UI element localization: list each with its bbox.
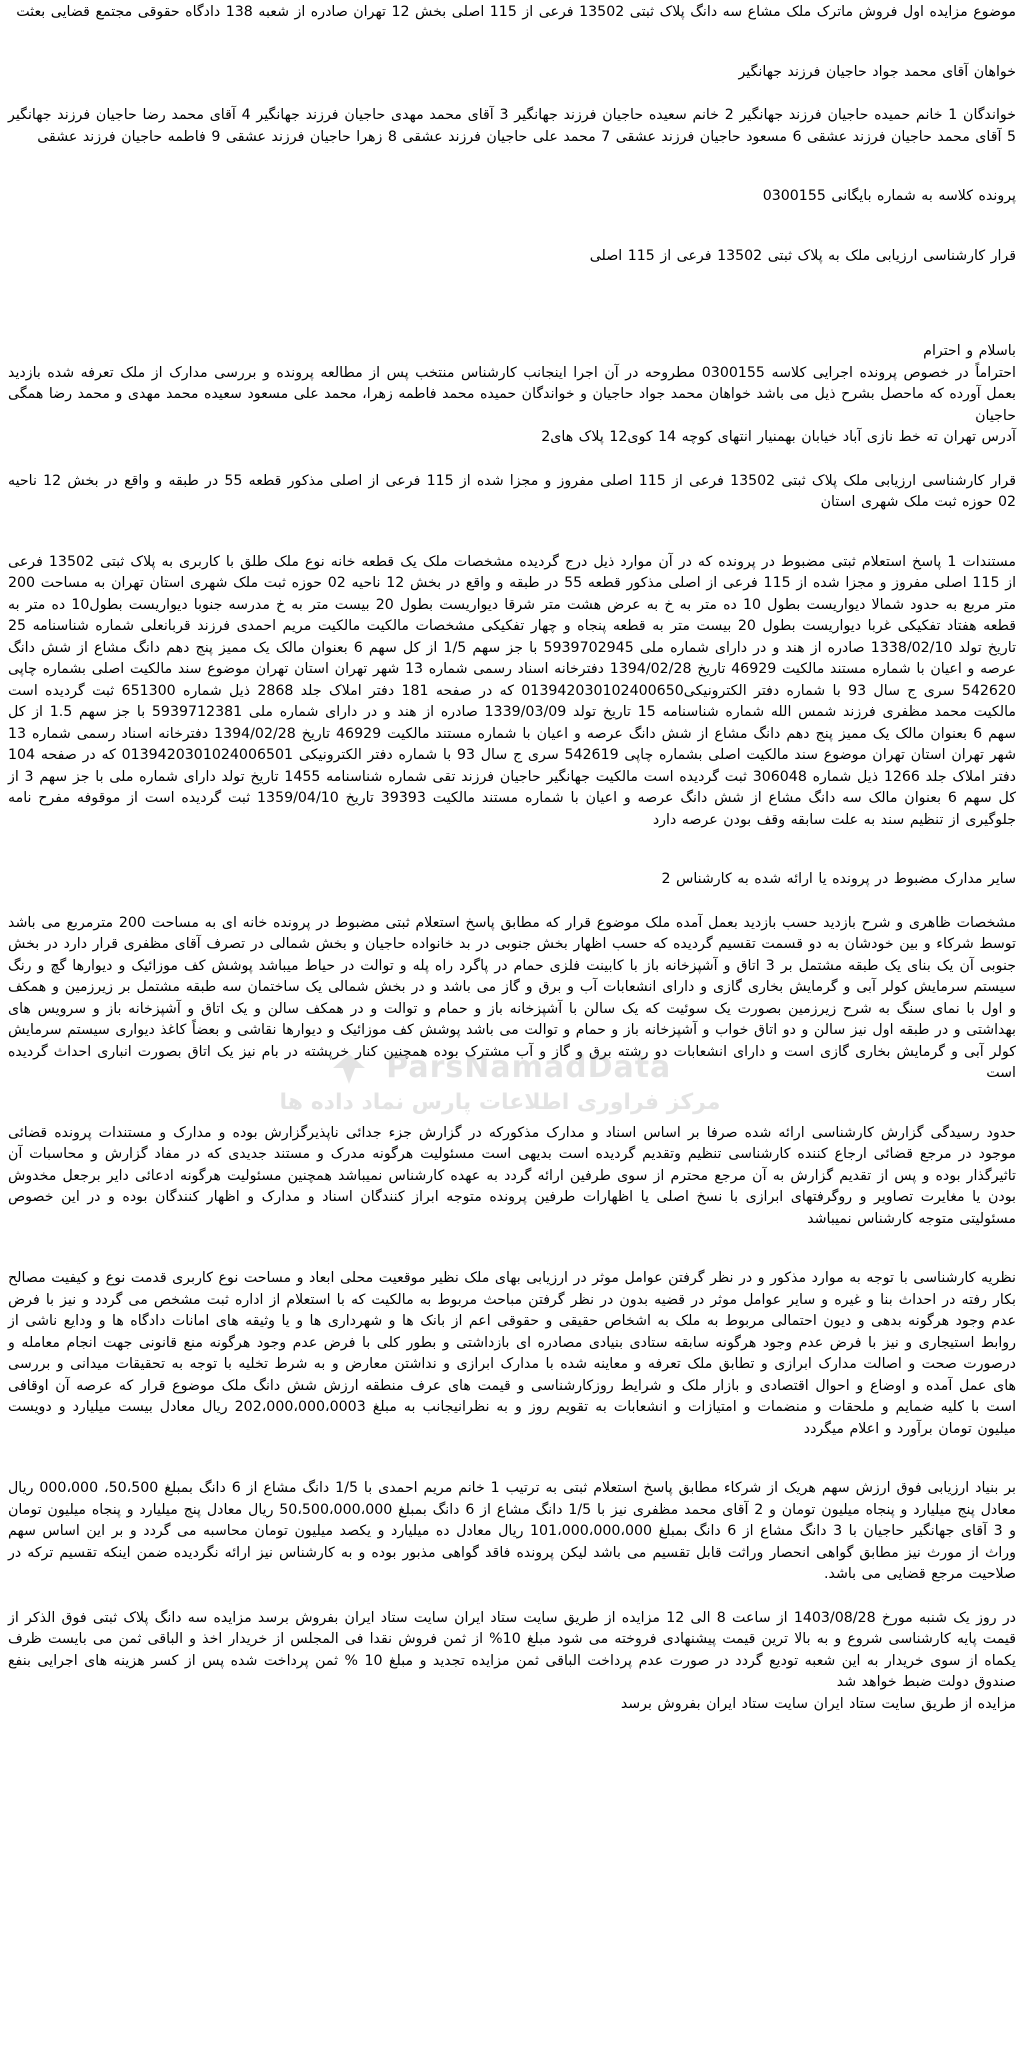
greeting: باسلام و احترام (923, 343, 1016, 359)
notice-subject: موضوع مزایده اول فروش ماترک ملک مشاع سه دانگ پلاک ثبتی 13502 فرعی از 115 اصلی بخش 12 تهران صادره از شعبه 138 دادگاه حقوقی مجتمع قضایی بعثت (16, 4, 1016, 20)
plaintiff-line: خواهان آقای محمد جواد حاجیان فرزند جهانگیر (738, 63, 1016, 80)
other-documents-line: سایر مدارک مضبوط در پرونده یا ارائه شده به کارشناس 2 (661, 871, 1016, 887)
shares-paragraph: بر بنیاد ارزیابی فوق ارزش سهم هریک از شرکاء مطابق پاسخ استعلام ثبتی به ترتیب 1 خانم مریم احمدی با 1/5 دانگ مشاع از 6 دانگ بمبلغ 50،500، 000،000 ریال معادل پنج میلیارد و پنجاه میلیون تومان و 2 آقای محمد مظفری نیز با 1/5 دانگ مشاع از 6 دانگ بمبلغ 50،500،000،000 ریال معادل پنج میلیارد و پنجاه میلیون تومان و 3 آقای جهانگیر حاجیان با 3 دانگ مشاع از 6 دانگ بمبلغ 101،000،000،000 ریال معادل ده میلیارد و یکصد میلیون تومان محاسبه می گردد و بر این اساس سهم وراث از مورث نیز مطابق گواهی انحصار وراثت قابل تقسیم می باشد لیکن پرونده فاقد گواهی مذبور بوده و به کارشناس نیز ارائه نگردیده ضمن اینکه تقسیم ترکه در صلاحیت مرجع قضایی می باشد. (8, 1480, 1016, 1582)
watermark-tagline: مرکز فراوری اطلاعات پارس نماد داده ها (279, 1089, 721, 1115)
intro-paragraph: احتراماً در خصوص پرونده اجرایی کلاسه 0300155 مطروحه در آن اجرا اینجانب کارشناس منتخب پس از مطالعه پرونده و بررسی مدارک از ملک تعرفه شده بازدید بعمل آورده که ماحصل بشرح ذیل می باشد خواهان محمد جواد حاجیان و خواندگان حمیده محمد فاطمه زهرا، محمد علی مسعود سعیده محمد مهدی و محمد رضا همگی حاجیان (8, 364, 1017, 424)
footer-line: مزایده از طریق سایت ستاد ایران سایت ستاد ایران بفروش برسد (620, 1695, 1016, 1712)
limits-paragraph: حدود رسیدگی گزارش کارشناسی ارائه شده صرفا بر اساس اسناد و مدارک مذکورکه در گزارش جزء جدائی ناپذیرگزارش بوده و مدارک و مستندات پرونده قضائی موجود در مرجع قضائی ارجاع کننده کارشناسی تنظیم وتقدیم گردیده است بدیهی است مسئولیت هرگونه مدرک و مستند جدیدی که در مفاد گزارش و محاسبات آن تاثیرگذار بوده و پس از تقدیم گزارش به آن مرجع محترم از سوی طرفین ارائه گردد به عهده کارشناس نمیباشد همچنین مسئولیت هرگونه ادعائی دایر برجعل مخدوش بودن یا مغایرت تصاویر و روگرفتهای ابرازی با نسخ اصلی یا اظهارات طرفین پرونده متوجه ابراز کنندگان اسناد و مدارک و اظهار کنندگان بوده و در این خصوص مسئولیتی متوجه کارشناس نمیباشد (8, 1124, 1016, 1227)
file-number: پرونده کلاسه به شماره بایگانی 0300155 (762, 188, 1016, 204)
auction-terms-paragraph: در روز یک شنبه مورخ 1403/08/28 از ساعت 8 الی 12 مزایده از طریق سایت ستاد ایران سایت ستاد ایران بفروش برسد مزایده سه دانگ پلاک ثبتی فوق الذکر از قیمت پایه کارشناسی شروع و به بالا ترین قیمت پیشنهادی فروخته می شود مبلغ 10% از ثمن فروش نقدا فی المجلس از خریدار اخذ و الباقی ثمن می بایست ظرف یکماه از سوی خریدار به این شعبه تودیع گردد در صورت عدم پرداخت الباقی ثمن مزایده تجدید و مبلغ 10 % ثمن پرداخت شده پس از کسر هزینه های اجرایی بنفع صندوق دولت ضبط خواهد شد (8, 1609, 1017, 1690)
watermark-brand: ParsNamadData (386, 1050, 672, 1085)
documents-paragraph: مستندات 1 پاسخ استعلام ثبتی مضبوط در پرونده که در آن موارد ذیل درج گردیده مشخصات ملک یک قطعه خانه نوع ملک طلق با کاربری به پلاک ثبتی 13502 فرعی از 115 اصلی مفروز و مجزا شده از 115 فرعی از اصلی مذکور قطعه 55 در طبقه و واقع در بخش 12 ناحیه 02 حوزه ثبت ملک شهری استان تهران به مساحت 200 متر مربع به حدود شمالا دیواریست بطول 10 ده متر به خ به عرض هشت متر شرقا دیواریست بطول 20 بیست متر به خ مدرسه جنوبا دیواریست بطول10 ده متر به قطعه هفتاد تفکیکی غربا دیواریست بطول 20 بیست متر به قطعه پنجاه و چهار تفکیکی مشخصات مالکیت مالکیت مریم احمدی فرزند قربانعلی شماره شناسنامه 25 تاریخ تولد 1338/02/10 صادره از هند و در دارای شماره ملی 5939702945 با جز سهم 1/5 از کل سهم 6 بعنوان مالک یک ممیز پنج دهم دانگ مشاع از شش دانگ عرصه و اعیان با شماره مستند مالکیت 46929 تاریخ 1394/02/28 دفترخانه اسناد رسمی شماره 13 شهر تهران استان تهران موضوع سند مالکیت اصلی بشماره چاپی 542620 سری ج سال 93 با شماره دفتر الکترونیکی013942030102400650 که در صفحه 181 دفتر املاک جلد 2868 ذیل شماره 651300 ثبت گردیده است مالکیت محمد مظفری فرزند شمس الله شماره شناسنامه 15 تاریخ تولد 1339/03/09 صادره از هند و در دارای شماره ملی 5939712381 با جز سهم 1.5 از کل سهم 6 بعنوان مالک یک ممیز پنج دهم دانگ مشاع از شش دانگ عرصه و اعیان با شماره مستند مالکیت 46929 تاریخ 1394/02/28 دفترخانه اسناد رسمی شماره 13 شهر تهران استان تهران موضوع سند مالکیت اصلی بشماره چاپی 542619 سری ج سال 93 با شماره دفتر الکترونیکی 0139420301024006501 که در صفحه 104 دفتر املاک جلد 1266 ذیل شماره 306048 ثبت گردیده است مالکیت جهانگیر حاجیان فرزند تقی شماره شناسنامه 1455 تاریخ تولد دارای شماره ملی با جز سهم 3 از کل سهم 6 بعنوان مالک سه دانگ مشاع از شش دانگ عرصه و اعیان با شماره مستند مالکیت 39393 تاریخ 1359/04/10 ثبت گردیده است از موقوفه مفرح نامه جلوگیری از تنظیم سند به علت سابقه وقف بودن عرصه دارد (8, 553, 1017, 828)
property-address: آدرس تهران ته خط نازی آباد خیابان بهمنیار انتهای کوچه 14 کوی12 پلاک های2 (541, 429, 1016, 445)
inspection-paragraph: مشخصات ظاهری و شرح بازدید حسب بازدید بعمل آمده ملک موضوع قرار که مطابق پاسخ استعلام ثبتی مضبوط در پرونده خانه ای به مساحت 200 مترمربع می باشد توسط شرکاء و بین خودشان به دو قسمت تقسیم گردیده که حسب اظهار بخش جنوبی در بد خانواده حاجیان و بخش شمالی در تصرف آقای مظفری قرار دارد در بخش جنوبی آن یک بنای یک طبقه مشتمل بر 3 اتاق و آشپزخانه باز با کابینت فلزی حمام در پاگرد راه پله و توالت در حیاط میباشد پوشش کف موزائیک و دیوارها گچ و رنگ سیستم سرمایش کولر آبی و گرمایش بخاری گازی و دارای انشعابات آب و برق و گاز می باشد و در بخش شمالی یک ساختمان سه طبقه مشتمل بر زیرزمین و همکف و اول با نمای سنگ به شرح زیرزمین بصورت یک سوئیت که یک سالن با آشپزخانه باز و حمام و توالت و در همکف سالن و یک اتاق و آشپزخانه باز و سرویس های بهداشتی و در طبقه اول نیز سالن و دو اتاق خواب و آشپزخانه باز و حمام و توالت می باشد پوشش کف موزائیک و دیوارها نقاشی و بعضاً کاغذ دیواری سیستم سرمایش کولر آبی و گرمایش بخاری گازی است و دارای انشعابات دو رشته برق و گاز و آب مشترک بوده همچنین کنار خرپشته در بام نیز یک اتاق بصورت انباری احداث گردیده است (8, 914, 1016, 1081)
defendants-line: خواندگان 1 خانم حمیده حاجیان فرزند جهانگیر 2 خانم سعیده حاجیان فرزند جهانگیر 3 آقای محمد مهدی حاجیان فرزند جهانگیر 4 آقای محمد رضا حاجیان فرزند جهانگیر 5 آقای محمد حاجیان فرزند عشقی 6 مسعود حاجیان فرزند عشقی 7 محمد علی حاجیان فرزند عشقی 8 زهرا حاجیان فرزند عشقی 9 فاطمه حاجیان فرزند عشقی (8, 107, 1016, 145)
expert-decision-title: قرار کارشناسی ارزیابی ملک به پلاک ثبتی 13502 فرعی از 115 اصلی (589, 247, 1016, 264)
expert-opinion-paragraph: نظریه کارشناسی با توجه به موارد مذکور و در نظر گرفتن عوامل موثر در ارزیابی بهای ملک نظیر موقعیت محلی ابعاد و مساحت نوع کاربری قدمت نوع و کیفیت مصالح بکار رفته در احداث بنا و غیره و سایر عوامل موثر در قضیه بدون در نظر گرفتن مباحث مربوط به مالکیت که با استعلام از اداره ثبت مشخص می گردد و نیز با فرض عدم وجود هرگونه بدهی و دیون احتمالی مربوط به ملک به اشخاص حقیقی و حقوقی اعم از بانک ها و شهرداری ها و یا وثیقه های امانات دادگاه ها و ودایع ناشی از روابط استیجاری و نیز با فرض عدم وجود هرگونه سابقه ستادی بنیادی مصادره ای بازداشتی و بطور کلی با فرض عدم وجود هرگونه منع قانونی جهت انجام معامله و درصورت صحت و اصالت مدارک ابرازی و تطابق ملک تعرفه و معاینه شده با مدارک ابرازی و نداشتن معارض و به شرط تخلیه با توجه به تحقیقات میدانی و بررسی های عمل آمده و اوضاع و احوال اقتصادی و بازار ملک و شرایط روزکارشناسی و قیمت های عرف منطقه ارزش شش دانگ ملک موضوع قرار که عرصه آن اوقافی است با کلیه ضمایم و ملحقات و منضمات و امتیازات و انشعابات به تقویم روز و به نظرانیجانب به مبلغ 202،000،000،0003 ریال معادل بیست میلیارد و دویست میلیون تومان برآورد و اعلام میگردد (8, 1270, 1017, 1437)
expert-scope-paragraph: قرار کارشناسی ارزیابی ملک پلاک ثبتی 13502 فرعی از 115 اصلی مفروز و مجزا شده از 115 فرعی از اصلی مذکور قطعه 55 در طبقه و واقع در بخش 12 ناحیه 02 حوزه ثبت ملک شهری استان (8, 472, 1016, 510)
